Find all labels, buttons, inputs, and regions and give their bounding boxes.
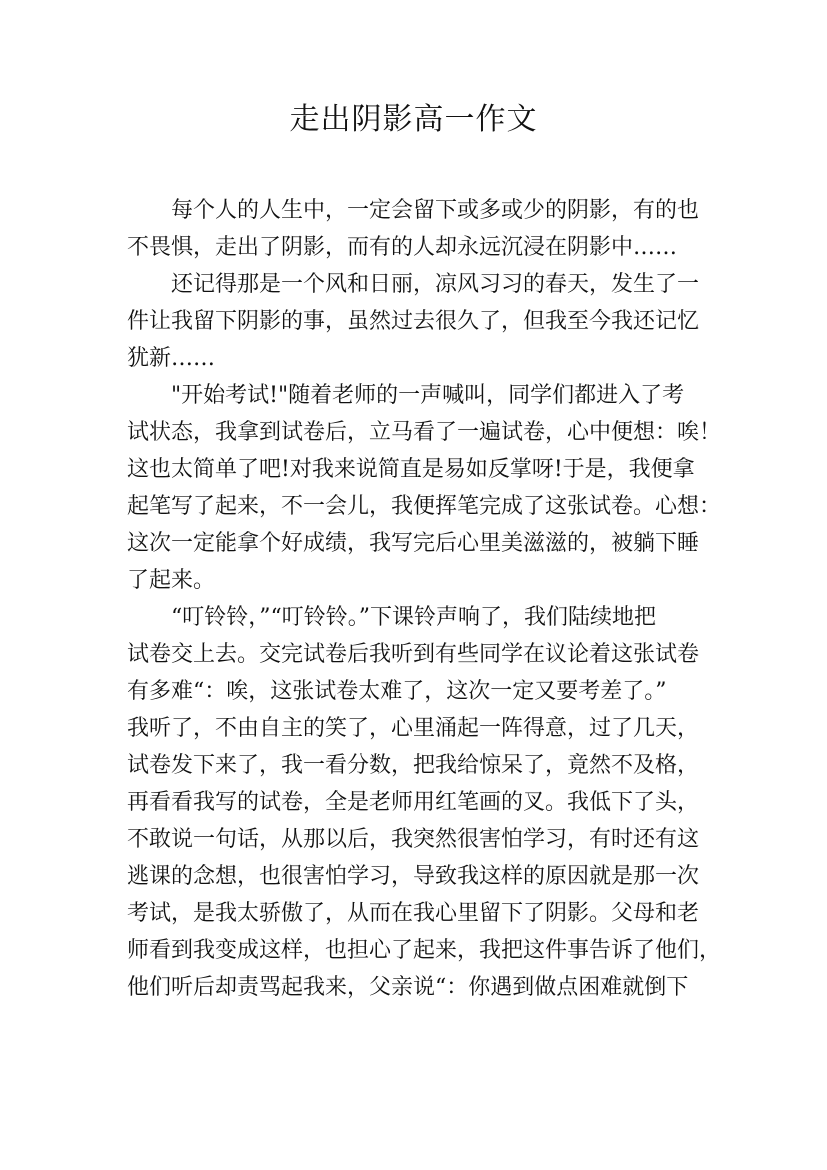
text-line: 师看到我变成这样，也担心了起来，我把这件事告诉了他们， xyxy=(127,938,722,963)
text-line: 不畏惧，走出了阴影，而有的人却永远沉浸在阴影中…… xyxy=(127,235,678,260)
text-line: "开始考试!"随着老师的一声喊叫，同学们都进入了考 xyxy=(171,383,685,408)
document-body xyxy=(127,192,722,1006)
text-line: “叮铃铃，”“叮铃铃。”下课铃声响了，我们陆续地把 xyxy=(171,605,656,630)
text-line: 这也太简单了吧!对我来说简直是易如反掌呀!于是，我便拿 xyxy=(127,457,695,482)
text-line: 还记得那是一个风和日丽，凉风习习的春天，发生了一 xyxy=(171,272,700,297)
text-line: 起笔写了起来，不一会儿，我便挥笔完成了这张试卷。心想： xyxy=(127,494,722,519)
text-line: 了起来。 xyxy=(127,568,216,593)
text-line: 试状态，我拿到试卷后，立马看了一遍试卷，心中便想：唉！ xyxy=(127,420,722,445)
paragraph-1 xyxy=(127,192,705,266)
text-line: 这次一定能拿个好成绩，我写完后心里美滋滋的，被躺下睡 xyxy=(127,531,700,556)
text-line: 试卷交上去。交完试卷后我听到有些同学在议论着这张试卷 xyxy=(127,642,700,667)
text-line: 我听了，不由自主的笑了，心里涌起一阵得意，过了几天， xyxy=(127,716,700,741)
text-line: 他们听后却责骂起我来，父亲说“：你遇到做点困难就倒下 xyxy=(127,975,689,1000)
text-line: 不敢说一句话，从那以后，我突然很害怕学习，有时还有这 xyxy=(127,827,700,852)
text-line: 逃课的念想，也很害怕学习，导致我这样的原因就是那一次 xyxy=(127,864,700,889)
paragraph-2 xyxy=(127,266,705,377)
paragraph-4 xyxy=(127,599,722,1006)
text-line: 有多难“：唉，这张试卷太难了，这次一定又要考差了。” xyxy=(127,679,667,704)
paragraph-3 xyxy=(127,377,722,599)
text-line: 试卷发下来了，我一看分数，把我给惊呆了，竟然不及格， xyxy=(127,753,700,778)
text-line: 件让我留下阴影的事，虽然过去很久了，但我至今我还记忆 xyxy=(127,309,700,334)
document-title: 走出阴影高一作文 xyxy=(289,102,538,137)
text-line: 每个人的人生中，一定会留下或多或少的阴影，有的也 xyxy=(171,198,700,223)
text-line: 犹新…… xyxy=(127,346,216,371)
text-line: 再看看我写的试卷，全是老师用红笔画的叉。我低下了头， xyxy=(127,790,700,815)
text-line: 考试，是我太骄傲了，从而在我心里留下了阴影。父母和老 xyxy=(127,901,700,926)
